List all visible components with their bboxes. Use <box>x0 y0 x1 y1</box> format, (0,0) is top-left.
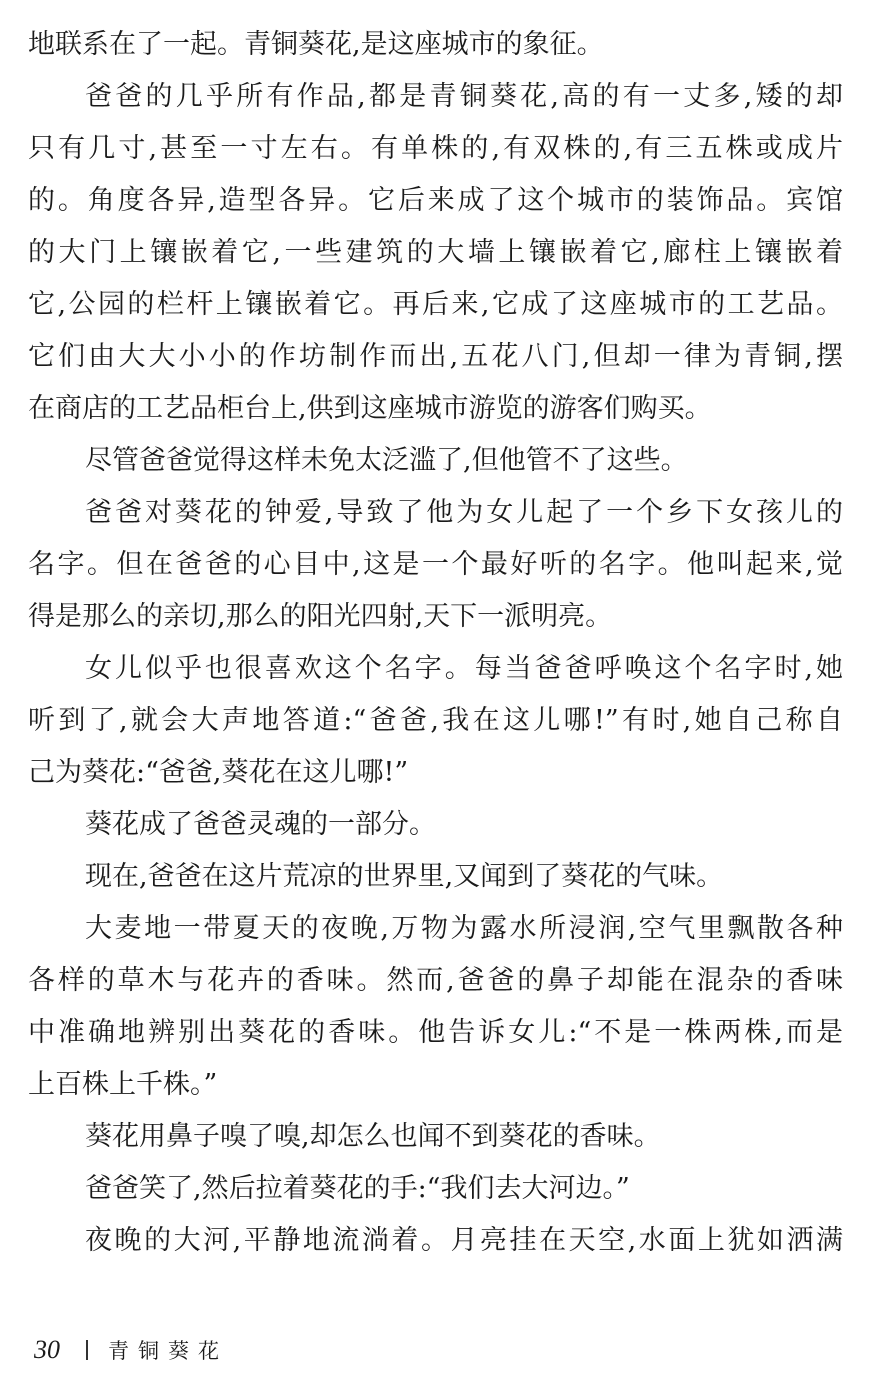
footer-divider <box>86 1340 88 1360</box>
page-footer <box>34 1332 228 1368</box>
text-line: 己为葵花:“爸爸,葵花在这儿哪!” <box>28 757 409 788</box>
text-line: 尽管爸爸觉得这样未免太泛滥了,但他管不了这些。 <box>85 445 688 476</box>
text-line: 得是那么的亲切,那么的阳光四射,天下一派明亮。 <box>28 601 613 632</box>
text-line: 的。角度各异,造型各异。它后来成了这个城市的装饰品。宾馆 <box>28 185 843 216</box>
text-line: 现在,爸爸在这片荒凉的世界里,又闻到了葵花的气味。 <box>85 861 724 892</box>
text-line: 上百株上千株。” <box>28 1069 218 1100</box>
text-line: 女儿似乎也很喜欢这个名字。每当爸爸呼唤这个名字时,她 <box>85 653 843 684</box>
text-line: 听到了,就会大声地答道:“爸爸,我在这儿哪!”有时,她自己称自 <box>28 705 843 736</box>
text-line: 爸爸对葵花的钟爱,导致了他为女儿起了一个乡下女孩儿的 <box>85 497 843 528</box>
book-title: 青铜葵花 <box>108 1339 228 1363</box>
text-line: 夜晚的大河,平静地流淌着。月亮挂在天空,水面上犹如洒满 <box>85 1225 843 1256</box>
text-line: 它们由大大小小的作坊制作而出,五花八门,但却一律为青铜,摆 <box>28 341 843 372</box>
text-line: 大麦地一带夏天的夜晚,万物为露水所浸润,空气里飘散各种 <box>85 913 843 944</box>
text-line: 中准确地辨别出葵花的香味。他告诉女儿:“不是一株两株,而是 <box>28 1017 843 1048</box>
text-line: 葵花成了爸爸灵魂的一部分。 <box>85 809 436 840</box>
text-line: 在商店的工艺品柜台上,供到这座城市游览的游客们购买。 <box>28 393 712 424</box>
text-line: 各样的草木与花卉的香味。然而,爸爸的鼻子却能在混杂的香味 <box>28 965 843 996</box>
text-line: 只有几寸,甚至一寸左右。有单株的,有双株的,有三五株或成片 <box>28 133 843 164</box>
text-line: 名字。但在爸爸的心目中,这是一个最好听的名字。他叫起来,觉 <box>28 549 843 580</box>
page-number: 30 <box>34 1335 60 1364</box>
body-text <box>28 19 843 1267</box>
text-line: 它,公园的栏杆上镶嵌着它。再后来,它成了这座城市的工艺品。 <box>28 289 843 320</box>
text-line: 葵花用鼻子嗅了嗅,却怎么也闻不到葵花的香味。 <box>85 1121 661 1152</box>
text-line: 爸爸的几乎所有作品,都是青铜葵花,高的有一丈多,矮的却 <box>85 81 843 112</box>
text-line: 爸爸笑了,然后拉着葵花的手:“我们去大河边。” <box>85 1173 630 1204</box>
text-line: 的大门上镶嵌着它,一些建筑的大墙上镶嵌着它,廊柱上镶嵌着 <box>28 237 843 268</box>
text-line: 地联系在了一起。青铜葵花,是这座城市的象征。 <box>28 29 604 60</box>
